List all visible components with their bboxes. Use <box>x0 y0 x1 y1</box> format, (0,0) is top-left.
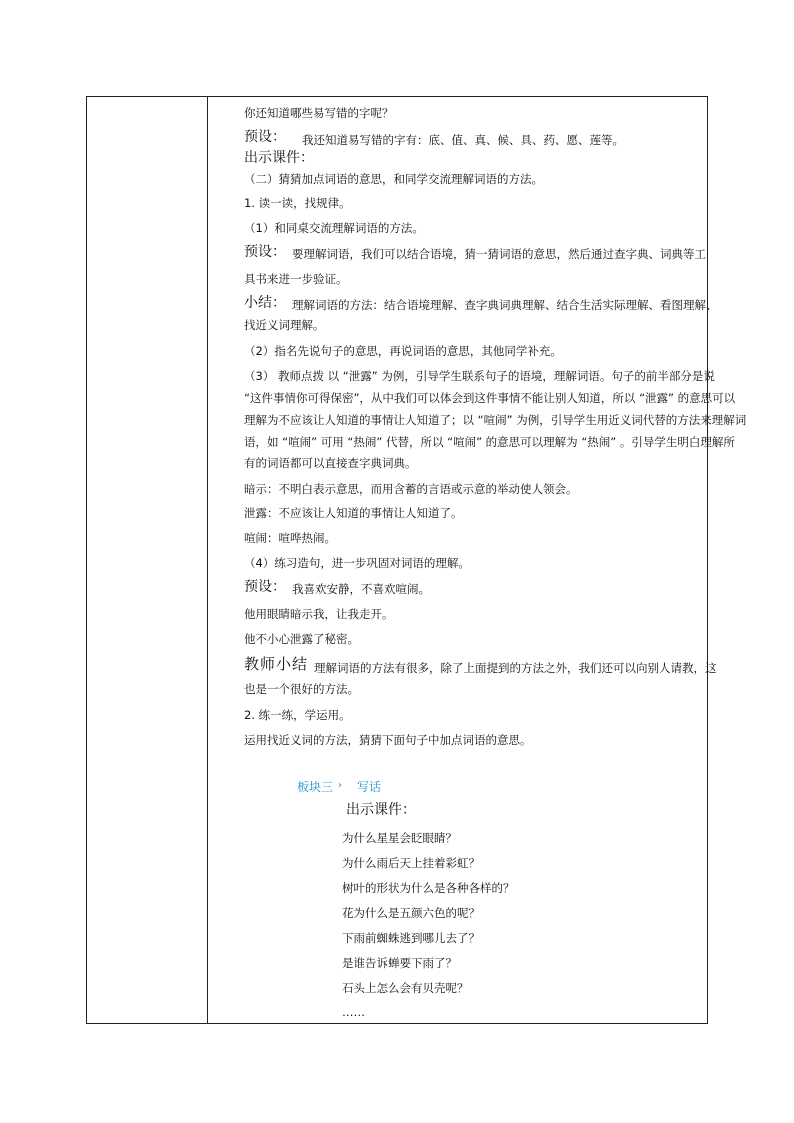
question-ellipsis: …… <box>342 1005 365 1019</box>
paragraph-line: 有的词语都可以直接查字典词典。 <box>244 456 417 470</box>
question-item: 是谁告诉蝉要下雨了？ <box>342 956 457 970</box>
teacher-summary-tag: 教师小结 <box>244 655 309 673</box>
example-sentence: 他用眼睛暗示我，让我走开。 <box>244 607 394 621</box>
definition: 喧闹：喧哗热闹。 <box>244 531 336 545</box>
question-item: 石头上怎么会有贝壳呢？ <box>342 981 469 995</box>
section-title: （二）猜猜加点词语的意思，和同学交流理解词语的方法。 <box>244 172 543 186</box>
sub-item: （1）和同桌交流理解词语的方法。 <box>244 221 424 235</box>
summary-text: 理解词语的方法：结合语境理解、查字典词典理解、结合生活实际理解、看图理解、 <box>292 298 718 312</box>
preset-text: 要理解词语，我们可以结合语境，猜一猜词语的意思，然后通过查字典、词典等工 <box>292 247 706 261</box>
preset-text: 我还知道易写错的字有：底、值、真、候、具、药、愿、莲等。 <box>302 133 624 147</box>
show-slides-label: 出示课件： <box>346 802 416 818</box>
preset-tag: 预设： <box>244 129 286 145</box>
preset-text: 我喜欢安静，不喜欢喧闹。 <box>292 582 430 596</box>
sub-item: （2）指名先说句子的意思，再说词语的意思，其他同学补充。 <box>244 344 562 358</box>
chevron-right-icon: › <box>338 780 342 791</box>
step-heading: 2. 练一练，学运用。 <box>244 708 351 722</box>
teacher-summary-text: 理解词语的方法有很多，除了上面提到的方法之外，我们还可以向别人请教，这 <box>314 661 717 675</box>
question-item: 花为什么是五颜六色的呢？ <box>342 906 480 920</box>
definition: 暗示：不明白表示意思，而用含蓄的言语或示意的举动使人领会。 <box>244 482 578 496</box>
sub-item: （4）练习造句，进一步巩固对词语的理解。 <box>244 556 470 570</box>
definition: 泄露：不应该让人知道的事情让人知道了。 <box>244 506 463 520</box>
column-divider <box>207 96 208 1024</box>
summary-tag: 小结： <box>244 295 286 311</box>
paragraph-line: 理解为不应该让人知道的事情让人知道了；以 “喧闹” 为例，引导学生用近义词代替的方法来理解词 <box>244 413 747 427</box>
paragraph-line: （3） 教师点拨 以 “泄露” 为例，引导学生联系句子的语境，理解词语。句子的前半部分是说 <box>244 369 715 383</box>
block-title: 写话 <box>357 780 382 794</box>
question-item: 下雨前蜘蛛逃到哪儿去了？ <box>342 931 480 945</box>
question-line: 你还知道哪些易写错的字呢？ <box>244 106 394 120</box>
show-slides-label: 出示课件： <box>244 150 314 166</box>
preset-tag: 预设： <box>244 579 286 595</box>
question-item: 为什么星星会眨眼睛？ <box>342 831 457 845</box>
step-heading: 1. 读一读，找规律。 <box>244 196 351 210</box>
question-item: 树叶的形状为什么是各种各样的？ <box>342 881 515 895</box>
example-sentence: 他不小心泄露了秘密。 <box>244 632 359 646</box>
instruction: 运用找近义词的方法，猜猜下面句子中加点词语的意思。 <box>244 733 532 747</box>
teacher-summary-text: 也是一个很好的方法。 <box>244 682 359 696</box>
summary-text: 找近义词理解。 <box>244 318 325 332</box>
paragraph-line: “这件事情你可得保密”，从中我们可以体会到这件事情不能让别人知道，所以 “泄露” 的意思可以 <box>244 391 736 405</box>
block-label: 板块三 <box>297 780 334 794</box>
preset-text: 具书来进一步验证。 <box>244 272 348 286</box>
paragraph-line: 语，如 “喧闹” 可用 “热闹” 代替，所以 “喧闹” 的意思可以理解为 “热闹” 。引导学生明白理解所 <box>244 435 735 449</box>
question-item: 为什么雨后天上挂着彩虹？ <box>342 856 480 870</box>
preset-tag: 预设： <box>244 244 286 260</box>
